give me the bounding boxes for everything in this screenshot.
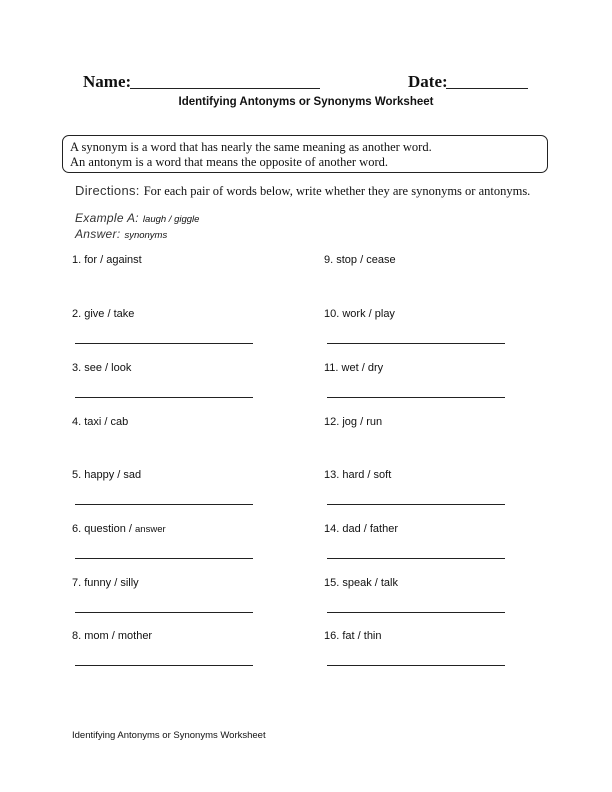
item-words: see / look <box>84 362 132 374</box>
answer-line-10[interactable] <box>327 343 505 344</box>
answer-line-8[interactable] <box>75 665 253 666</box>
name-label: Name: <box>83 72 132 91</box>
answer-label: Answer: <box>75 227 121 241</box>
answer-line-13[interactable] <box>327 504 505 505</box>
item-number: 6. <box>72 523 82 535</box>
example-words: laugh / giggle <box>142 214 200 225</box>
definition-box <box>62 135 548 173</box>
item-words: jog / run <box>342 416 383 428</box>
item-2 <box>72 308 134 320</box>
item-3 <box>72 362 131 374</box>
synonym-definition: A synonym is a word that has nearly the same meaning as another word. <box>70 140 432 154</box>
answer-line-14[interactable] <box>327 558 505 559</box>
item-number: 7. <box>72 577 82 589</box>
antonym-definition: An antonym is a word that means the opposite of another word. <box>70 155 388 169</box>
date-label: Date: <box>408 72 448 91</box>
directions-text: For each pair of words below, write whether they are synonyms or antonyms. <box>143 184 531 198</box>
item-14 <box>324 523 398 535</box>
item-number: 12. <box>324 416 340 428</box>
item-11 <box>324 362 383 374</box>
answer-line-15[interactable] <box>327 612 505 613</box>
item-number: 11. <box>324 362 339 374</box>
directions <box>75 182 530 200</box>
example-label: Example A: <box>75 211 139 225</box>
answer-line-5[interactable] <box>75 504 253 505</box>
item-number: 14. <box>324 523 340 535</box>
example-answer <box>75 225 167 243</box>
item-words: mom / mother <box>84 630 153 642</box>
date-field[interactable] <box>446 88 528 89</box>
item-number: 13. <box>324 469 340 481</box>
answer-value: synonyms <box>124 230 168 241</box>
item-words: fat / thin <box>342 630 382 642</box>
answer-line-7[interactable] <box>75 612 253 613</box>
item-words: dad / father <box>342 523 399 535</box>
item-words: hard / soft <box>342 469 392 481</box>
page-footer: Identifying Antonyms or Synonyms Worksheet <box>72 730 266 741</box>
item-number: 2. <box>72 308 82 320</box>
item-8 <box>72 630 152 642</box>
item-words: taxi / cab <box>84 416 129 428</box>
item-words-small: answer <box>135 524 166 535</box>
answer-line-3[interactable] <box>75 397 253 398</box>
item-words: for / against <box>84 254 142 266</box>
item-number: 10. <box>324 308 340 320</box>
item-13 <box>324 469 391 481</box>
item-number: 8. <box>72 630 82 642</box>
item-number: 4. <box>72 416 82 428</box>
item-words: give / take <box>84 308 135 320</box>
item-words: speak / talk <box>342 577 398 589</box>
item-words: wet / dry <box>341 362 384 374</box>
item-9 <box>324 254 396 266</box>
item-words: question / <box>84 523 136 535</box>
item-number: 15. <box>324 577 340 589</box>
item-number: 1. <box>72 254 82 266</box>
name-field[interactable] <box>130 88 320 89</box>
answer-line-2[interactable] <box>75 343 253 344</box>
item-number: 3. <box>72 362 82 374</box>
item-1 <box>72 254 142 266</box>
page-title: Identifying Antonyms or Synonyms Worksheet <box>178 96 434 108</box>
item-words: funny / silly <box>84 577 139 589</box>
directions-label: Directions: <box>75 183 140 198</box>
item-number: 16. <box>324 630 340 642</box>
item-12 <box>324 416 382 428</box>
item-15 <box>324 577 398 589</box>
item-16 <box>324 630 382 642</box>
item-6 <box>72 523 166 535</box>
answer-line-6[interactable] <box>75 558 253 559</box>
item-5 <box>72 469 141 481</box>
item-7 <box>72 577 139 589</box>
item-words: stop / cease <box>336 254 396 266</box>
item-number: 5. <box>72 469 82 481</box>
item-words: happy / sad <box>84 469 142 481</box>
item-number: 9. <box>324 254 334 266</box>
item-4 <box>72 416 128 428</box>
answer-line-16[interactable] <box>327 665 505 666</box>
item-10 <box>324 308 395 320</box>
answer-line-11[interactable] <box>327 397 505 398</box>
item-words: work / play <box>342 308 395 320</box>
